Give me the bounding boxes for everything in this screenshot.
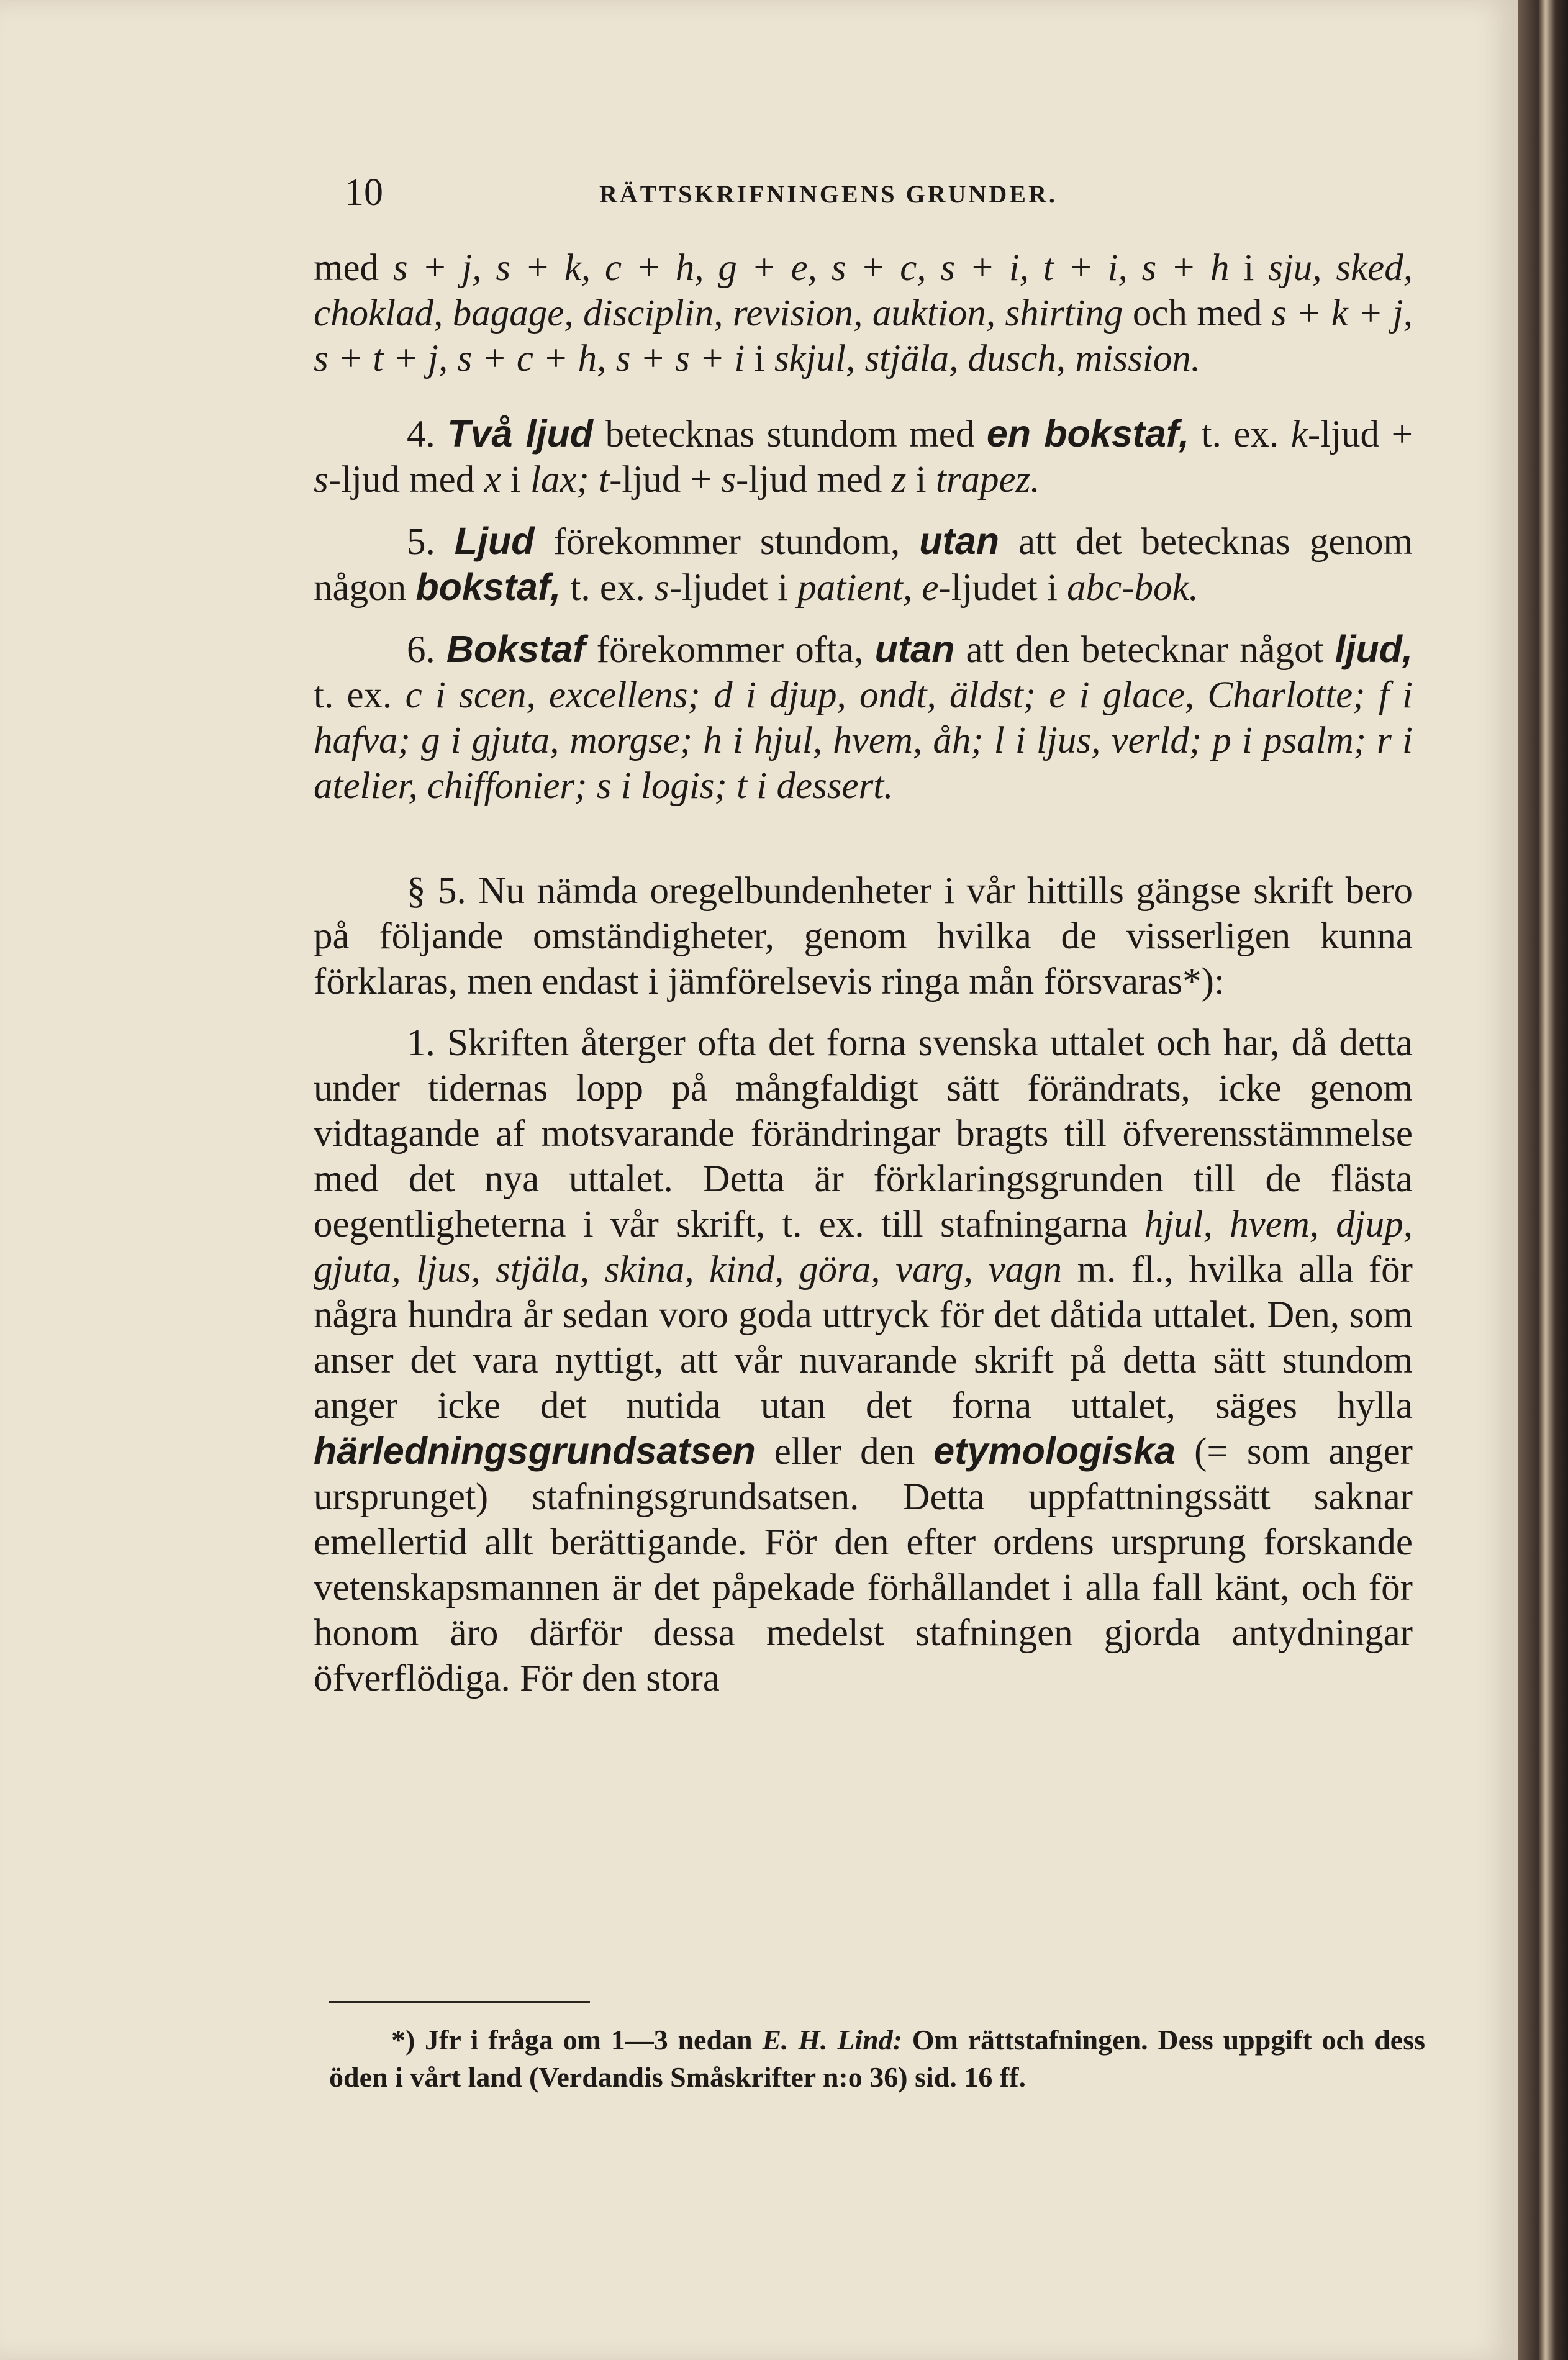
text-span: t. ex. [1189, 414, 1291, 455]
example-words: c i scen, excellens; d i djup, ondt, äldst; e i glace, Charlotte; f i hafva; g i gjuta, morgse; h i hjul, hvem, åh; l i ljus, verld; p i psalm; r i atelier, chiffonier; s i logis; t i dessert. [314, 674, 1413, 807]
emphasis-text: Två ljud [447, 412, 594, 455]
text-span: -ljud med [735, 459, 892, 501]
emphasis-text: utan [874, 628, 955, 670]
text-span: i [501, 459, 531, 501]
paragraph-item-4 [314, 411, 1413, 502]
emphasis-text: bokstaf, [415, 566, 561, 608]
text-span: -ljud + [1307, 414, 1413, 455]
paragraph-intro [314, 245, 1413, 381]
paragraph-item-5 [314, 519, 1413, 610]
text-span: med [314, 247, 393, 289]
running-head: RÄTTSKRIFNINGENS GRUNDER. [599, 180, 1058, 208]
italic-text: s [721, 459, 736, 501]
text-span: och med [1123, 293, 1272, 334]
text-span: -ljud med [328, 459, 484, 501]
text-span: m. fl., hvilka alla för några hundra år sedan voro goda uttryck för det dåtida uttalet. Den, som anser det vara nyttigt, att vår nuvarande skrift på detta sätt stundom anger icke det nutida utan det forna uttalet, säges hylla [314, 1249, 1413, 1427]
emphasis-text: ljud, [1335, 628, 1413, 670]
italic-text: abc-bok. [1067, 567, 1199, 609]
example-words: sju, sked, choklad, bagage, disciplin, revision, auktion, shirting [314, 247, 1413, 334]
example-words: skjul, stjäla, dusch, mission. [774, 338, 1201, 379]
text-span: förekommer ofta, [585, 629, 875, 671]
page-header [345, 171, 1425, 214]
text-span: att den betecknar något [954, 629, 1335, 671]
paragraph-item-6 [314, 627, 1413, 809]
emphasis-text: en bokstaf, [986, 412, 1190, 455]
text-span: (= som anger ursprunget) stafningsgrundsatsen. Detta uppfattningssätt saknar emellertid allt berättigande. För den efter ordens ursprung forskande vetenskapsmannen är det påpekade förhållandet i alla fall känt, och för honom äro därför dessa medelst stafningen gjorda antydningar öfverflödiga. För den stora [314, 1431, 1413, 1699]
text-span: § 5. Nu nämda oregelbundenheter i vår hittills gängse skrift bero på följande omständigheter, genom hvilka de visserligen kunna förklaras, men endast i jämförelsevis ringa mån försvaras*): [314, 870, 1413, 1002]
italic-text: s [654, 567, 669, 609]
italic-text: lax; t [530, 459, 610, 501]
italic-text: k [1290, 414, 1308, 455]
text-span: 1. Skriften återger ofta det forna svenska uttalet och har, då detta under tidernas lopp på mångfaldigt sätt förändrats, icke genom vidtagande af motsvarande förändringar bragts till öfverensstämmelse med det nya uttalet. Detta är förklaringsgrunden till de flästa oegentligheterna i vår skrift, t. ex. till stafningarna [314, 1022, 1413, 1245]
text-span: eller den [755, 1431, 934, 1473]
emphasis-text: Bokstaf [446, 628, 586, 670]
italic-text: patient, e [797, 567, 939, 609]
text-span: t. ex. [314, 674, 406, 716]
footnote [329, 2022, 1425, 2096]
text-span: förekommer stundom, [534, 521, 920, 563]
emphasis-text: härledningsgrundsatsen [314, 1430, 756, 1472]
page-number: 10 [345, 171, 383, 214]
emphasis-text: Ljud [454, 520, 535, 562]
text-span: i [745, 338, 774, 379]
emphasis-text: etymologiska [933, 1430, 1176, 1472]
body-text [314, 245, 1413, 1701]
text-span: -ljud + [609, 459, 722, 501]
text-span: -ljudet i [938, 567, 1067, 609]
item-number: 5. [407, 521, 455, 563]
footnote-rule [329, 2001, 590, 2003]
text-span: *) Jfr i fråga om 1—3 nedan [391, 2024, 763, 2056]
item-number: 4. [407, 414, 448, 455]
book-binding-edge [1518, 0, 1568, 2360]
italic-text: trapez. [935, 459, 1040, 501]
text-span: Om rättstafningen. Dess uppgift och dess öden i vårt land (Verdandis Småskrifter n:o 36) sid. 16 ff. [329, 2024, 1425, 2093]
item-number: 6. [407, 629, 446, 671]
text-span: att det betecknas genom någon [314, 521, 1413, 609]
italic-text: x [484, 459, 501, 501]
text-span: i [1229, 247, 1269, 289]
example-words: hjul, hvem, djup, gjuta, ljus, stjäla, skina, kind, göra, varg, vagn [314, 1204, 1413, 1291]
text-span: betecknas stundom med [593, 414, 987, 455]
formula-text: s + k + j, s + t + j, s + c + h, s + s + i [314, 293, 1413, 379]
text-span: i [906, 459, 936, 501]
italic-text: z [891, 459, 907, 501]
text-span: -ljudet i [669, 567, 798, 609]
italic-text: s [314, 459, 329, 501]
emphasis-text: utan [919, 520, 1000, 562]
formula-text: s + j, s + k, c + h, g + e, s + c, s + i, t + i, s + h [392, 247, 1230, 289]
text-span: t. ex. [561, 567, 655, 609]
paragraph-point-1 [314, 1020, 1413, 1701]
paragraph-section-5 [314, 868, 1413, 1004]
author-name: E. H. Lind: [762, 2024, 903, 2056]
